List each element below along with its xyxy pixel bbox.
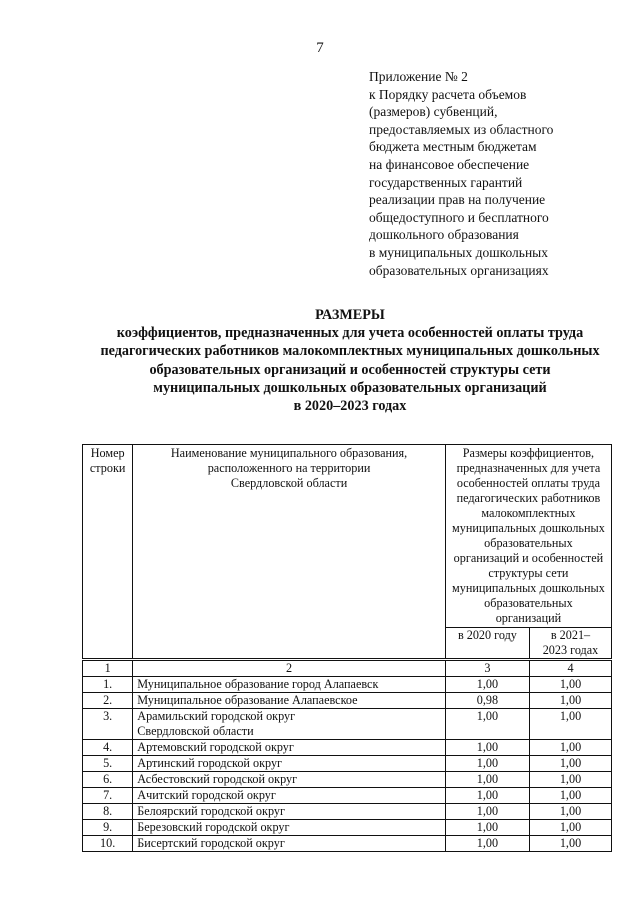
title-line: коэффициентов, предназначенных для учета особенностей оплаты труда <box>116 325 584 342</box>
row-number: 3. <box>83 709 133 740</box>
coefficient-2020: 1,00 <box>445 740 529 756</box>
municipality-name: Арамильский городской округ Свердловской области <box>133 709 446 740</box>
header-municipality-name: Наименование муниципального образования, расположенного на территории Свердловской области <box>133 445 446 660</box>
coefficients-table <box>82 444 612 852</box>
appendix-line: предоставляемых из областного <box>369 121 554 137</box>
table-row <box>83 756 612 772</box>
appendix-line: на финансовое обеспечение <box>369 156 530 172</box>
page-number: 7 <box>316 40 324 56</box>
row-number: 7. <box>83 788 133 804</box>
table-row <box>83 820 612 836</box>
appendix-line: бюджета местным бюджетам <box>369 139 537 155</box>
municipality-name: Муниципальное образование Алапаевское <box>133 693 446 709</box>
municipality-name: Артинский городской округ <box>133 756 446 772</box>
header-year-2021-2023: в 2021– 2023 годах <box>530 628 612 660</box>
coefficient-2020: 1,00 <box>445 820 529 836</box>
column-index: 1 <box>83 660 133 677</box>
municipality-name: Ачитский городской округ <box>133 788 446 804</box>
row-number: 5. <box>83 756 133 772</box>
table-row <box>83 709 612 740</box>
table-row <box>83 677 612 693</box>
table-row <box>83 788 612 804</box>
coefficient-2020: 1,00 <box>445 804 529 820</box>
table-header-row <box>83 445 612 628</box>
header-row-number: Номер строки <box>83 445 133 660</box>
appendix-reference <box>369 68 553 279</box>
row-number: 10. <box>83 836 133 852</box>
coefficient-2021-2023: 1,00 <box>530 693 612 709</box>
municipality-name: Бисертский городской округ <box>133 836 446 852</box>
coefficient-2021-2023: 1,00 <box>530 772 612 788</box>
coefficient-2020: 1,00 <box>445 709 529 740</box>
title-line: муниципальных дошкольных образовательных организаций <box>153 379 547 396</box>
appendix-line: (размеров) субвенций, <box>369 104 498 120</box>
header-year-2020: в 2020 году <box>445 628 529 660</box>
municipality-name: Асбестовский городской округ <box>133 772 446 788</box>
appendix-line: Приложение № 2 <box>369 69 468 84</box>
title-heading: РАЗМЕРЫ <box>315 307 385 323</box>
row-number: 9. <box>83 820 133 836</box>
appendix-line: дошкольного образования <box>369 227 519 243</box>
coefficient-2021-2023: 1,00 <box>530 788 612 804</box>
coefficient-2020: 0,98 <box>445 693 529 709</box>
coefficient-2021-2023: 1,00 <box>530 677 612 693</box>
appendix-line: государственных гарантий <box>369 174 523 190</box>
appendix-line: реализации прав на получение <box>369 192 546 208</box>
table-row <box>83 740 612 756</box>
table-row <box>83 772 612 788</box>
appendix-line: к Порядку расчета объемов <box>369 86 527 102</box>
row-number: 1. <box>83 677 133 693</box>
coefficient-2020: 1,00 <box>445 788 529 804</box>
title-line: в 2020–2023 годах <box>293 398 407 415</box>
municipality-name: Белоярский городской округ <box>133 804 446 820</box>
coefficient-2020: 1,00 <box>445 677 529 693</box>
coefficient-2021-2023: 1,00 <box>530 756 612 772</box>
column-index: 2 <box>133 660 446 677</box>
coefficient-2021-2023: 1,00 <box>530 740 612 756</box>
row-number: 6. <box>83 772 133 788</box>
coefficient-2021-2023: 1,00 <box>530 820 612 836</box>
title-line: образовательных организаций и особенностей структуры сети <box>149 361 551 378</box>
column-index-row <box>83 660 612 677</box>
header-coefficients: Размеры коэффициентов, предназначенных для учета особенностей оплаты труда педагогических работников малокомплектных муниципальных дошкольных образовательных организаций и особенностей структуры сети муниципальных дошкольных образовательных организаций <box>445 445 611 628</box>
coefficient-2021-2023: 1,00 <box>530 709 612 740</box>
table-row <box>83 693 612 709</box>
row-number: 4. <box>83 740 133 756</box>
municipality-name: Березовский городской округ <box>133 820 446 836</box>
coefficient-2020: 1,00 <box>445 772 529 788</box>
coefficient-2020: 1,00 <box>445 836 529 852</box>
row-number: 2. <box>83 693 133 709</box>
row-number: 8. <box>83 804 133 820</box>
document-title <box>40 306 640 415</box>
appendix-line: в муниципальных дошкольных <box>369 244 548 260</box>
appendix-line: общедоступного и бесплатного <box>369 209 549 225</box>
coefficient-2021-2023: 1,00 <box>530 836 612 852</box>
municipality-name: Артемовский городской округ <box>133 740 446 756</box>
column-index: 4 <box>530 660 612 677</box>
appendix-line: образовательных организациях <box>369 262 549 278</box>
title-line: педагогических работников малокомплектных муниципальных дошкольных <box>100 343 600 360</box>
column-index: 3 <box>445 660 529 677</box>
municipality-name: Муниципальное образование город Алапаевск <box>133 677 446 693</box>
coefficient-2020: 1,00 <box>445 756 529 772</box>
table-row <box>83 836 612 852</box>
table-row <box>83 804 612 820</box>
coefficient-2021-2023: 1,00 <box>530 804 612 820</box>
